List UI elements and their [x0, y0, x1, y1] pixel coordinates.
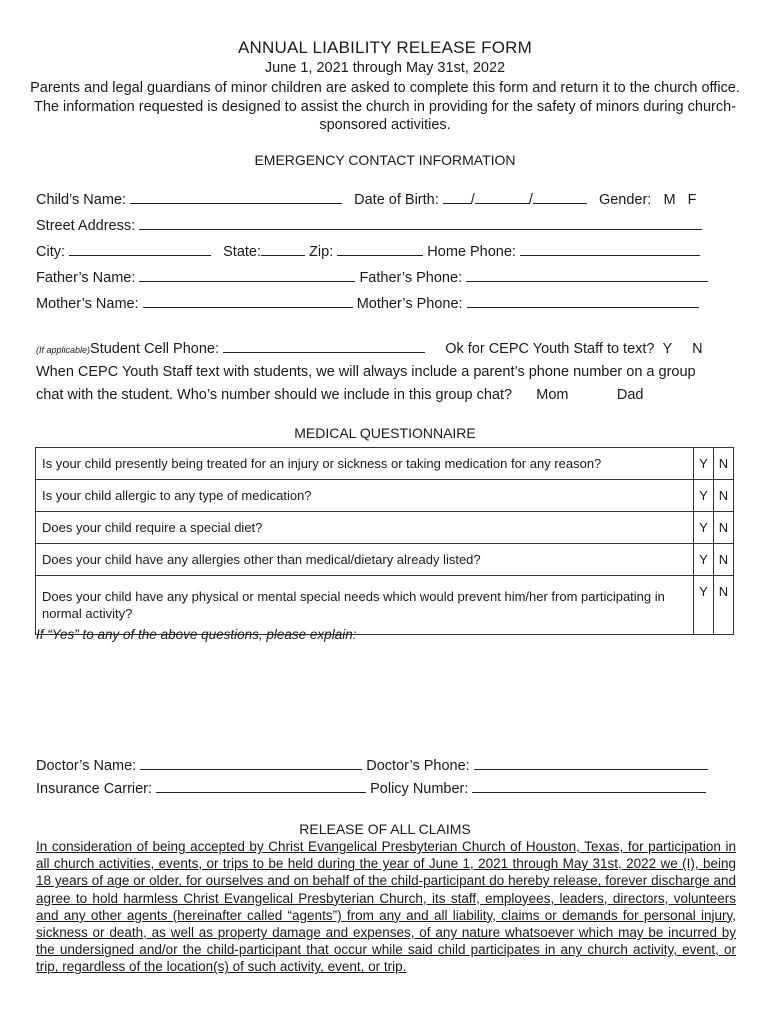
- form-intro: Parents and legal guardians of minor children are asked to complete this form and return it to the church office. The information requested is designed to assist the church in providing for the safety of minors during church-sponsored activities.: [30, 80, 740, 133]
- policy-field[interactable]: [472, 778, 706, 793]
- table-row: [36, 576, 734, 635]
- question-text: Does your child have any allergies other than medical/dietary already listed?: [36, 544, 694, 576]
- policy-label: Policy Number:: [370, 781, 469, 797]
- question-text: Is your child allergic to any type of medication?: [36, 480, 694, 512]
- street-label: Street Address:: [36, 218, 136, 234]
- zip-field[interactable]: [337, 241, 423, 256]
- release-text: In consideration of being accepted by Christ Evangelical Presbyterian Church of Houston, Texas, for participation in all church activities, events, or trips to be held during the year of June 1, 2021 through May 31st, 2022 we (I), being 18 years of age or older, for ourselves and on behalf of the child-participant do hereby release, forever discharge and agree to hold harmless Christ Evangelical Presbyterian Church, its staff, employees, leaders, directors, volunteers and any other agents (hereinafter called “agents”) from any and all liability, claims or demands for personal injury, sickness or death, as well as property damage and expenses, of any nature whatsoever which may be incurred by the undersigned and/or the child-participant that occur while said child participates in any church activity, event, or trip, regardless of the location(s) of such activity, event, or trip.: [36, 839, 736, 975]
- dob-separator: /: [528, 192, 533, 208]
- dob-month-field[interactable]: [443, 189, 471, 204]
- answer-no[interactable]: N: [714, 480, 734, 512]
- dob-year-field[interactable]: [533, 189, 587, 204]
- group-chat-dad-option[interactable]: Dad: [616, 387, 644, 403]
- ok-to-text-label: Ok for CEPC Youth Staff to text?: [445, 341, 655, 357]
- child-name-label: Child’s Name:: [36, 192, 126, 208]
- street-row: [36, 215, 702, 234]
- form-title: ANNUAL LIABILITY RELEASE FORM: [238, 38, 532, 57]
- child-name-field[interactable]: [130, 189, 342, 204]
- student-cell-label: Student Cell Phone:: [90, 341, 220, 357]
- father-name-label: Father’s Name:: [36, 270, 136, 286]
- child-info-row: [36, 189, 696, 208]
- mother-row: [36, 293, 699, 312]
- doctor-phone-label: Doctor’s Phone:: [366, 758, 470, 774]
- dob-label: Date of Birth:: [354, 192, 439, 208]
- question-text: Is your child presently being treated for an injury or sickness or taking medication for any reason?: [36, 448, 694, 480]
- medical-questionnaire-table: [35, 447, 734, 635]
- answer-yes[interactable]: Y: [694, 480, 714, 512]
- ok-to-text-no[interactable]: N: [692, 341, 703, 357]
- medical-heading: MEDICAL QUESTIONNAIRE: [294, 425, 476, 441]
- dob-separator: /: [470, 192, 475, 208]
- mother-name-field[interactable]: [143, 293, 353, 308]
- answer-yes[interactable]: Y: [694, 576, 714, 635]
- insurance-label: Insurance Carrier:: [36, 781, 153, 797]
- father-name-field[interactable]: [139, 267, 355, 282]
- group-chat-question: chat with the student. Who’s number should we include in this group chat? Mom Dad: [36, 387, 644, 403]
- answer-no[interactable]: N: [714, 544, 734, 576]
- explain-area[interactable]: [36, 648, 734, 748]
- mother-phone-label: Mother’s Phone:: [356, 296, 463, 312]
- ok-to-text-yes[interactable]: Y: [662, 341, 672, 357]
- city-row: [36, 241, 700, 260]
- question-text: Does your child require a special diet?: [36, 512, 694, 544]
- gender-f-option[interactable]: F: [687, 192, 697, 208]
- gender-label: Gender:: [598, 192, 652, 208]
- doctor-name-field[interactable]: [140, 755, 362, 770]
- table-row: [36, 480, 734, 512]
- city-field[interactable]: [69, 241, 211, 256]
- question-text: Does your child have any physical or mental special needs which would prevent him/her from participating in normal activity?: [36, 576, 694, 635]
- table-row: [36, 512, 734, 544]
- street-field[interactable]: [139, 215, 702, 230]
- state-field[interactable]: [261, 241, 305, 256]
- explain-prompt: If “Yes” to any of the above questions, please explain:: [36, 627, 357, 642]
- student-cell-field[interactable]: [223, 338, 425, 353]
- father-phone-label: Father’s Phone:: [359, 270, 463, 286]
- release-heading: RELEASE OF ALL CLAIMS: [299, 821, 471, 837]
- answer-no[interactable]: N: [714, 512, 734, 544]
- home-phone-label: Home Phone:: [427, 244, 516, 260]
- father-row: [36, 267, 708, 286]
- answer-yes[interactable]: Y: [694, 512, 714, 544]
- emergency-heading: EMERGENCY CONTACT INFORMATION: [254, 152, 516, 168]
- group-chat-note: [36, 361, 736, 407]
- gender-m-option[interactable]: M: [663, 192, 676, 208]
- doctor-phone-field[interactable]: [474, 755, 708, 770]
- group-chat-mom-option[interactable]: Mom: [536, 387, 569, 403]
- table-row: [36, 448, 734, 480]
- dob-day-field[interactable]: [475, 189, 529, 204]
- insurance-field[interactable]: [156, 778, 366, 793]
- answer-yes[interactable]: Y: [694, 544, 714, 576]
- state-label: State:: [223, 244, 262, 260]
- student-cell-row: [36, 338, 703, 357]
- zip-label: Zip:: [309, 244, 334, 260]
- if-applicable-note: (If applicable): [36, 345, 91, 355]
- city-label: City:: [36, 244, 65, 260]
- mother-name-label: Mother’s Name:: [36, 296, 139, 312]
- table-row: [36, 544, 734, 576]
- answer-no[interactable]: N: [714, 576, 734, 635]
- answer-yes[interactable]: Y: [694, 448, 714, 480]
- insurance-row: [36, 778, 706, 797]
- father-phone-field[interactable]: [466, 267, 708, 282]
- form-date-range: June 1, 2021 through May 31st, 2022: [264, 60, 506, 76]
- home-phone-field[interactable]: [520, 241, 700, 256]
- answer-no[interactable]: N: [714, 448, 734, 480]
- mother-phone-field[interactable]: [467, 293, 699, 308]
- group-chat-line: When CEPC Youth Staff text with students, we will always include a parent’s phone number on a group: [36, 364, 696, 380]
- doctor-name-label: Doctor’s Name:: [36, 758, 137, 774]
- doctor-row: [36, 755, 708, 774]
